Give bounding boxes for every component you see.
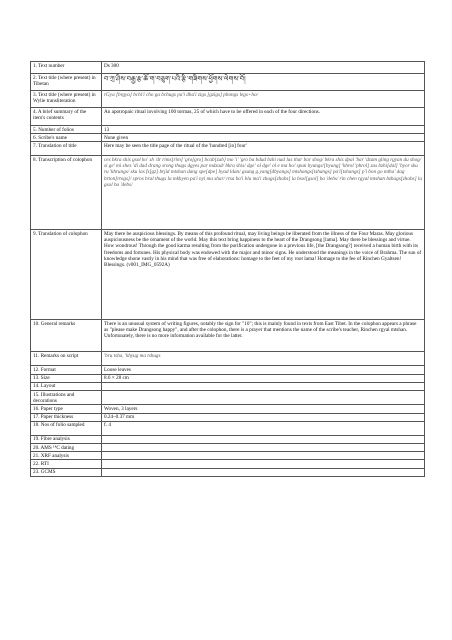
table-row [31, 435, 425, 443]
field-value [102, 460, 425, 468]
table-row [31, 134, 425, 142]
field-value: 8.6 × 28 cm [102, 374, 425, 382]
field-label: 11. Remarks on script [31, 352, 102, 366]
table-row [31, 156, 425, 230]
table-row [31, 413, 425, 421]
field-label: 13. Size [31, 374, 102, 382]
table-row [31, 62, 425, 74]
field-value: Loose leaves [102, 366, 425, 374]
field-value: 'bru tsha, 'khyug ma tshugs [102, 352, 425, 366]
field-label: 22. RTI [31, 460, 102, 468]
field-label: 15. Illustrations and decorations [31, 391, 102, 405]
field-value: Woven, 3 layers [102, 405, 425, 413]
field-label: 6. Scribe's name [31, 134, 102, 142]
field-label: 23. GCMS [31, 468, 102, 476]
field-value [102, 444, 425, 452]
field-value [102, 468, 425, 476]
field-label: 5. Number of folios [31, 126, 102, 134]
table-row [31, 421, 425, 435]
table-row [31, 352, 425, 366]
field-label: 14. Layout [31, 382, 102, 390]
field-label: 20. AMS ¹⁴C dating [31, 444, 102, 452]
table-row [31, 230, 425, 320]
catalogue-sheet [30, 61, 422, 477]
field-value: 13 [102, 126, 425, 134]
field-value: There is an unusual system of writing figures, notably the sign for "10"; this is mainly found in texts from East Tibet. In the colophon appears a phrase as "please make Drangsong happy", and after the colophon, there is a prayer that mentions the name of the scribe's teacher, Rinchen rgyal mtshan. Unfortunately, there is no more information available for the latter. [102, 320, 425, 352]
field-value: rGya [brgya] bchi'i cho ga bchugs pa'i dha'i zigs [gzigs] phongs legs+ho/ [102, 91, 425, 108]
table-row [31, 405, 425, 413]
table-row [31, 468, 425, 476]
field-value: None given [102, 134, 425, 142]
field-label: 16. Paper type [31, 405, 102, 413]
field-value [102, 435, 425, 443]
table-row [31, 126, 425, 134]
field-value: An apotropaic ritual involving 100 tormas, 25 of which have to be offered in each of the four directions. [102, 108, 425, 126]
table-row [31, 391, 425, 405]
catalogue-rows [31, 62, 425, 477]
field-label: 17. Paper thickness [31, 413, 102, 421]
field-value: f. 4 [102, 421, 425, 435]
table-row [31, 320, 425, 352]
table-row [31, 382, 425, 390]
field-label: 3. Text title (where present) in Wylie transliteration [31, 91, 102, 108]
field-value [102, 452, 425, 460]
field-label: 1. Text number [31, 62, 102, 74]
field-value [102, 391, 425, 405]
table-row [31, 74, 425, 91]
table-row [31, 366, 425, 374]
table-row [31, 460, 425, 468]
table-row [31, 444, 425, 452]
field-value: 0.24–0.37 mm [102, 413, 425, 421]
field-label: 8. Transcription of colophon [31, 156, 102, 230]
table-row [31, 374, 425, 382]
field-label: 19. Fibre analysis [31, 435, 102, 443]
field-label: 21. XRF analysis [31, 452, 102, 460]
table-row [31, 108, 425, 126]
field-label: 18. Nos of folio sampled [31, 421, 102, 435]
field-label: 7. Translation of title [31, 142, 102, 156]
field-value: ces bkra shis gsol ko' sh 'dr rims[rim] 'gro[gro] bcab[zab] mo 'i' 'gro ba bdud bzhi nad las thar bar shog/ bkra shis dpal 'bar 'dzam gling rgyan du shog/ si ge' mi shes 'di dad drang srong thugs dgyes par mdzad/ bkra shis/ dge' ol dge' ol e ma ho/ spun byungs/[byung] 'khrol 'phrol] zas bzhi[dal] 'byor sku ru 'khrungs/ sku las fs[gz] brjid mtshan dang spe[dpe] byad ldan/ gsung g.yang[dbyangs] mtshangs[tshangs] pa'i[tshangs] p'i bon go mtha' dag brton[rtogs]/ spros bral thugs la mkhyen pa'i nyi ma shar/ rtsa ba'i bla ma'i zhags[zhabs] la bsol[gsol] ba 'debs/ rin chen rgyal mtshan bzhags[zhabs] la gsol ba 'debs/ [102, 156, 425, 230]
field-label: 2. Text title (where present) in Tibetan [31, 74, 102, 91]
table-row [31, 91, 425, 108]
field-value: Ds 300 [102, 62, 425, 74]
catalogue-table [30, 61, 425, 477]
field-label: 4. A brief summary of the item's contents [31, 108, 102, 126]
field-value [102, 382, 425, 390]
field-label: 12. Format [31, 366, 102, 374]
field-value: Here may be seen the title page of the ritual of the 'hundred [in] four' [102, 142, 425, 156]
field-label: 9. Translation of colophon [31, 230, 102, 320]
table-row [31, 452, 425, 460]
field-label: 10. General remarks [31, 320, 102, 352]
field-value: བ་ཀྲ་ཤིས་བརྒྱ་རྩ་ཆོ་ག་བཅུག་པའི་རྩི་གཟིགས་ཕྱོགས་ལེགས་བོ། [102, 74, 425, 91]
field-value: May there be auspicious blessings. By means of this profound ritual, may living beings be liberated from the illness of the Four Maras. May glorious auspiciousness be the ornament of the world. May this text bring happiness to the heart of the Drangsong [lama]. May there be blessings and virtue. How wondrous! Through the good karma resulting from the purification undergone in a previous life, [the Drangsong?] received a human birth with its freedoms and fortunes. His physical body was endowed with the major and minor signs. He understood the meanings in the voice of Brahma. The sun of knowledge shone vastly in his mind that was free of elaborations: homage to the feet of my root lama! Homage to the fee of Rinchen Gyaltsen! Blessings. (v001_IMG_0592A) [102, 230, 425, 320]
table-row [31, 142, 425, 156]
